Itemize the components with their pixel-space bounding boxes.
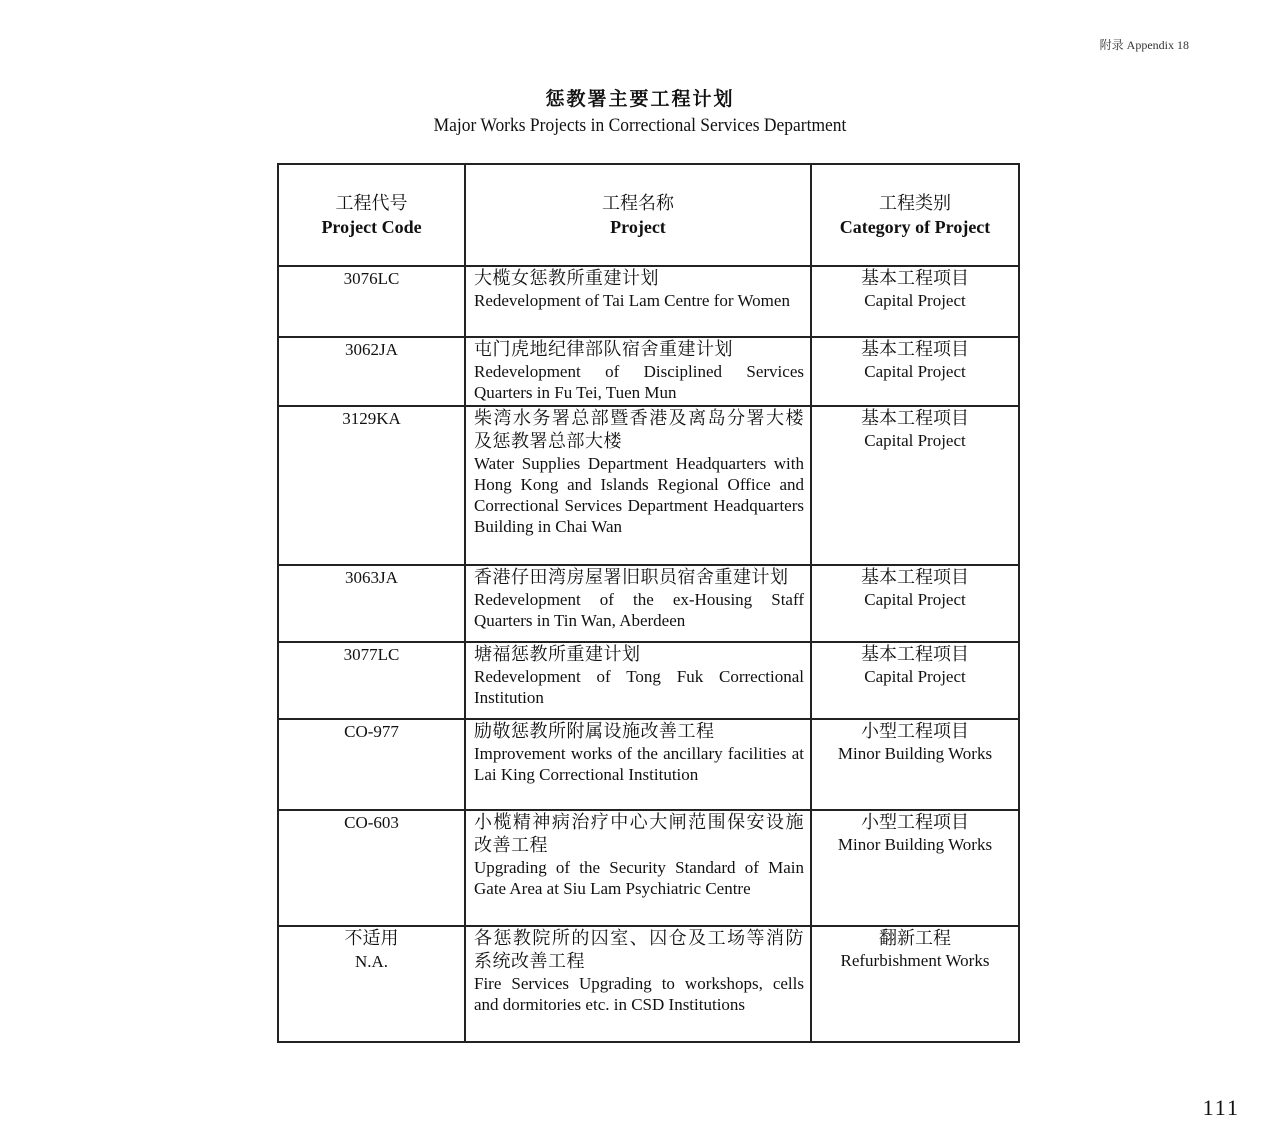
- project-name-zh: 塘福惩教所重建计划: [474, 644, 641, 664]
- category-zh: 基本工程项目: [861, 644, 969, 664]
- project-name-en: Redevelopment of Tai Lam Centre for Women: [474, 291, 790, 310]
- category-cell: [811, 406, 1019, 565]
- category-en: Capital Project: [864, 362, 966, 381]
- works-projects-table: [277, 163, 1020, 1043]
- category-cell: [811, 642, 1019, 719]
- category-zh: 基本工程项目: [861, 339, 969, 359]
- project-cell: [465, 642, 811, 719]
- project-name-zh: 大榄女惩教所重建计划: [474, 268, 659, 288]
- project-name-en: Redevelopment of Disciplined Services Quarters in Fu Tei, Tuen Mun: [474, 362, 804, 402]
- project-name-zh: 励敬惩教所附属设施改善工程: [474, 721, 715, 741]
- project-name-zh: 香港仔田湾房屋署旧职员宿舍重建计划: [474, 567, 789, 587]
- category-cell: [811, 266, 1019, 337]
- project-name-en: Water Supplies Department Headquarters with Hong Kong and Islands Regional Office and Correctional Services Department Headquarters Building in Chai Wan: [474, 454, 804, 536]
- table-row: [278, 406, 1019, 565]
- header-project-code-zh: 工程代号: [335, 193, 408, 213]
- category-en: Refurbishment Works: [840, 951, 990, 970]
- project-name-en: Redevelopment of Tong Fuk Correctional Institution: [474, 667, 804, 707]
- project-code-cell: [278, 810, 465, 926]
- table-row: [278, 337, 1019, 406]
- category-zh: 小型工程项目: [861, 721, 969, 741]
- header-category: [811, 164, 1019, 266]
- table-row: [278, 266, 1019, 337]
- category-cell: [811, 810, 1019, 926]
- document-title: [0, 84, 1280, 137]
- category-cell: [811, 337, 1019, 406]
- table-row: [278, 926, 1019, 1042]
- category-zh: 基本工程项目: [861, 408, 969, 428]
- project-name-zh: 屯门虎地纪律部队宿舍重建计划: [474, 339, 733, 359]
- project-cell: [465, 719, 811, 810]
- project-name-en: Upgrading of the Security Standard of Main Gate Area at Siu Lam Psychiatric Centre: [474, 858, 804, 898]
- project-name-zh: 柴湾水务署总部暨香港及离岛分署大楼及惩教署总部大楼: [474, 408, 804, 451]
- project-code-zh: 不适用: [344, 928, 399, 948]
- category-zh: 基本工程项目: [861, 567, 969, 587]
- project-name-en: Fire Services Upgrading to workshops, cells and dormitories etc. in CSD Institutions: [474, 974, 804, 1014]
- project-name-en: Redevelopment of the ex-Housing Staff Quarters in Tin Wan, Aberdeen: [474, 590, 804, 630]
- project-name-zh: 小榄精神病治疗中心大闸范围保安设施改善工程: [474, 812, 804, 855]
- category-en: Capital Project: [864, 291, 966, 310]
- project-cell: [465, 266, 811, 337]
- category-en: Capital Project: [864, 590, 966, 609]
- category-zh: 翻新工程: [879, 928, 951, 948]
- project-code-cell: [278, 266, 465, 337]
- category-cell: [811, 926, 1019, 1042]
- category-zh: 小型工程项目: [861, 812, 969, 832]
- table-header-row: [278, 164, 1019, 266]
- project-code-cell: [278, 926, 465, 1042]
- project-code: 3077LC: [343, 645, 400, 664]
- project-cell: [465, 337, 811, 406]
- table-row: [278, 642, 1019, 719]
- project-cell: [465, 926, 811, 1042]
- category-en: Capital Project: [864, 667, 966, 686]
- project-code: 3063JA: [345, 568, 398, 587]
- category-en: Minor Building Works: [837, 835, 993, 854]
- project-code-cell: [278, 565, 465, 642]
- project-code: 3062JA: [345, 340, 398, 359]
- project-name-zh: 各惩教院所的囚室、囚仓及工场等消防系统改善工程: [474, 928, 804, 971]
- header-category-zh: 工程类别: [879, 193, 951, 213]
- project-cell: [465, 810, 811, 926]
- category-cell: [811, 719, 1019, 810]
- header-project-code: [278, 164, 465, 266]
- title-english: Major Works Projects in Correctional Services Department: [433, 115, 847, 136]
- project-name-en: Improvement works of the ancillary facilities at Lai King Correctional Institution: [474, 744, 804, 784]
- page-number: 111: [1202, 1095, 1240, 1120]
- project-cell: [465, 406, 811, 565]
- header-project-zh: 工程名称: [602, 193, 674, 213]
- category-en: Capital Project: [864, 431, 966, 450]
- header-category-en: Category of Project: [839, 217, 991, 237]
- project-code: 3076LC: [343, 269, 400, 288]
- category-cell: [811, 565, 1019, 642]
- header-project-code-en: Project Code: [321, 217, 422, 237]
- project-code: CO-603: [344, 813, 399, 832]
- table-row: [278, 565, 1019, 642]
- project-code: CO-977: [344, 722, 399, 741]
- project-code-en: N.A.: [354, 952, 389, 971]
- project-code-cell: [278, 337, 465, 406]
- project-code-cell: [278, 719, 465, 810]
- table-row: [278, 719, 1019, 810]
- header-project-en: Project: [610, 217, 666, 237]
- table-row: [278, 810, 1019, 926]
- project-code-cell: [278, 406, 465, 565]
- project-cell: [465, 565, 811, 642]
- project-code-cell: [278, 642, 465, 719]
- appendix-label: 附录 Appendix 18: [1099, 38, 1189, 52]
- title-chinese: 惩教署主要工程计划: [545, 89, 735, 110]
- category-en: Minor Building Works: [837, 744, 993, 763]
- header-project: [465, 164, 811, 266]
- project-code: 3129KA: [342, 409, 401, 428]
- category-zh: 基本工程项目: [861, 268, 969, 288]
